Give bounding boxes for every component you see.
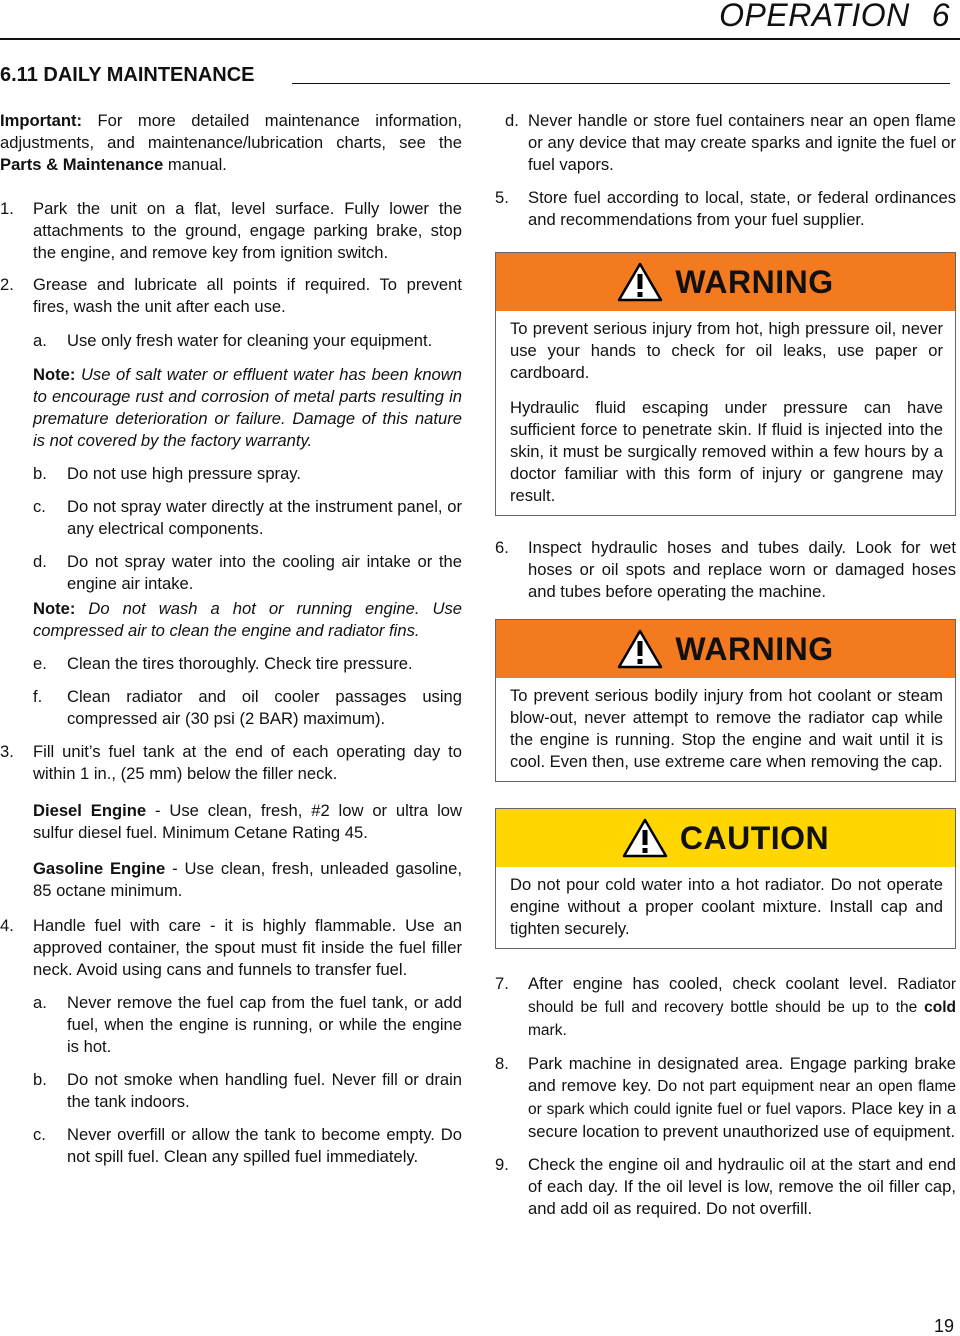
right-column xyxy=(495,110,956,1220)
step-4b: b. Do not smoke when handling fuel. Never fill or drain the tank indoors. xyxy=(33,1070,462,1111)
step-3: 3. Fill unit’s fuel tank at the end of each operating day to within 1 in., (25 mm) below the filler neck. xyxy=(0,742,462,783)
warning-triangle-icon xyxy=(617,262,663,302)
warning-triangle-icon xyxy=(622,818,668,858)
step-1: 1. Park the unit on a flat, level surface. Fully lower the attachments to the ground, engage parking brake, stop the engine, and remove key from ignition switch. xyxy=(0,199,462,262)
warning-triangle-icon xyxy=(617,629,663,669)
step-2e: e. Clean the tires thoroughly. Check tire pressure. xyxy=(33,654,413,673)
step-2a: a. Use only fresh water for cleaning your equipment. xyxy=(33,331,433,350)
caution-text: Do not pour cold water into a hot radiator. Do not operate engine without a proper coolant mixture. Install cap and tighten securely. xyxy=(510,875,943,938)
warning-header xyxy=(496,253,955,311)
step-2: 2. Grease and lubricate all points if required. To prevent fires, wash the unit after each use. xyxy=(0,275,462,316)
header-title xyxy=(719,0,950,33)
section-title xyxy=(0,62,950,88)
caution-header xyxy=(496,809,955,867)
warning-body xyxy=(496,311,955,515)
left-column xyxy=(0,110,462,1168)
gasoline-engine-paragraph: Gasoline Engine - Use clean, fresh, unleaded gasoline, 85 octane minimum. xyxy=(33,859,462,900)
step-2b: b. Do not use high pressure spray. xyxy=(33,464,301,483)
section-title-text: 6.11 DAILY MAINTENANCE xyxy=(0,64,255,86)
caution-label: CAUTION xyxy=(679,820,830,856)
note-salt-water: Note: Use of salt water or effluent water has been known to encourage rust and corrosion of metal parts resulting in premature deterioration or failure. Damage of this nature is not covered by the factory warranty. xyxy=(33,365,462,450)
chapter-number: 6 xyxy=(931,0,950,33)
caution-box-radiator xyxy=(495,808,956,949)
warning-text: To prevent serious injury from hot, high pressure oil, never use your hands to check for oil leaks, use paper or cardboard. xyxy=(510,319,943,382)
diesel-engine-paragraph: Diesel Engine - Use clean, fresh, #2 low or ultra low sulfur diesel fuel. Minimum Cetane Rating 45. xyxy=(33,801,462,842)
step-2d: d. Do not spray water into the cooling air intake or the engine air intake. xyxy=(33,552,462,593)
warning-header xyxy=(496,620,955,678)
step-8: 8. Park machine in designated area. Engage parking brake and remove key. Do not part equipment near an open flame or spark which could ignite fuel or fuel vapors. Place key in a secure location to prevent unauthorized use of equipment. xyxy=(495,1054,956,1141)
caution-body xyxy=(496,867,955,948)
important-paragraph: Important: For more detailed maintenance information, adjustments, and maintenance/lubrication charts, see the Parts & Maintenance manual. xyxy=(0,111,462,174)
title-rule xyxy=(292,83,950,84)
step-9: 9. Check the engine oil and hydraulic oil at the start and end of each day. If the oil level is low, remove the oil filler cap, and add oil as required. Do not overfill. xyxy=(495,1155,956,1218)
step-6: 6. Inspect hydraulic hoses and tubes daily. Look for wet hoses or oil spots and replace worn or damaged hoses and tubes before operating the machine. xyxy=(495,538,956,601)
page-number: 19 xyxy=(933,1316,954,1336)
page-header xyxy=(0,0,960,40)
warning-label: WARNING xyxy=(675,264,834,300)
step-4c: c. Never overfill or allow the tank to become empty. Do not spill fuel. Clean any spilled fuel immediately. xyxy=(33,1125,462,1166)
chapter-name: OPERATION xyxy=(719,0,910,33)
note-hot-engine: Note: Do not wash a hot or running engine. Use compressed air to clean the engine and radiator fins. xyxy=(33,599,462,640)
step-4: 4. Handle fuel with care - it is highly flammable. Use an approved container, the spout must fit inside the fuel filler neck. Avoid using cans and funnels to transfer fuel. xyxy=(0,916,462,979)
step-5: 5. Store fuel according to local, state, or federal ordinances and recommendations from your fuel supplier. xyxy=(495,188,956,229)
step-2c: c. Do not spray water directly at the instrument panel, or any electrical components. xyxy=(33,497,462,538)
step-4d: d. Never handle or store fuel containers near an open flame or any device that may create sparks and ignite the fuel or fuel vapors. xyxy=(505,111,956,174)
warning-body xyxy=(496,678,955,781)
step-2f: f. Clean radiator and oil cooler passages using compressed air (30 psi (2 BAR) maximum). xyxy=(33,687,462,728)
warning-text: To prevent serious bodily injury from hot coolant or steam blow-out, never attempt to remove the radiator cap while the engine is running. Stop the engine and wait until it is cool. Even then, use extreme care when removing the cap. xyxy=(510,686,943,771)
step-4a: a. Never remove the fuel cap from the fuel tank, or add fuel, when the engine is running, or while the engine is hot. xyxy=(33,993,462,1056)
warning-box-coolant xyxy=(495,619,956,782)
warning-box-hydraulic xyxy=(495,252,956,516)
step-7: 7. After engine has cooled, check coolant level. Radiator should be full and recovery bottle should be up to the cold mark. xyxy=(495,974,956,1039)
warning-label: WARNING xyxy=(675,631,834,667)
warning-text: Hydraulic fluid escaping under pressure can have sufficient force to penetrate skin. If fluid is injected into the skin, it must be surgically removed within a few hours by a doctor familiar with this form of injury or gangrene may result. xyxy=(510,398,943,505)
